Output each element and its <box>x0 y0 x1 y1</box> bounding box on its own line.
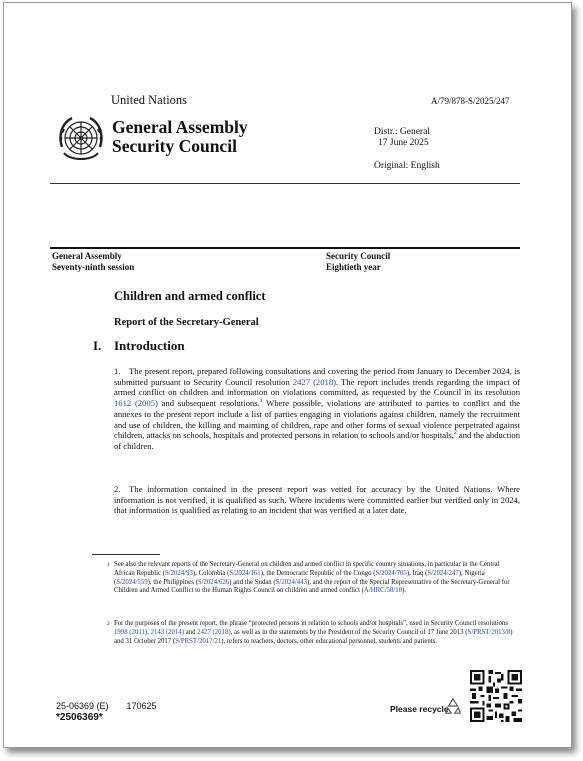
fn-text: ) and the Sudan ( <box>229 578 276 586</box>
original-language: Original: English <box>374 161 440 171</box>
fn-text: For the purposes of the present report, the phrase “protected persons in relation to schools and/or hospitals”, used in Security Council resolutions <box>114 620 508 627</box>
ga-session <box>52 251 134 273</box>
fn-text: ), refers to teachers, doctors, other educational personnel, students and patients. <box>221 637 437 645</box>
ga-session-line2: Seventy-ninth session <box>52 262 135 272</box>
fn-text: ), the Philippines ( <box>147 578 198 586</box>
fn-text: ) and 31 October 2017 ( <box>114 628 513 645</box>
footnote-mark: 2 <box>107 621 110 627</box>
recycle-icon <box>444 697 462 715</box>
link-res-1612[interactable]: 1612 (2005) <box>114 398 158 409</box>
document-subtitle: Report of the Secretary-General <box>114 317 259 328</box>
footnote-mark: 1 <box>107 562 110 568</box>
footnote-rule <box>92 554 160 555</box>
para1-text: . The report includes trends regarding the impact of armed conflict on children and information on violations committed, as requested by the Council in its resolution <box>114 376 521 398</box>
fn-text: ), Iraq ( <box>406 569 428 577</box>
document-number: 25-06369 (E) 170625 <box>56 701 157 711</box>
issue-date: 17 June 2025 <box>378 138 429 148</box>
para1-text: Where possible, violations are attributed to parties to conflict and the annexes to the present report include a list of parties engaging in violations against children, namely the recruitment and use of children, the killing and maiming of children, rape and other forms of sexual violence perpetrated against children, attacks on schools, hospitals and protected persons in relation to schools and/or hospitals, <box>114 398 520 441</box>
paragraph-1 <box>114 366 520 452</box>
link-res-1998[interactable]: 1998 (2011) <box>114 628 148 636</box>
fn-text: , as well as in the statements by the President of the Security Council of 17 June 2013 ( <box>230 628 468 636</box>
para1-text: and subsequent resolutions. <box>157 398 260 409</box>
fn-text: See also the relevant reports of the Secretary-General on children and armed conflict in specific country situations, in particular in the Central African Republic ( <box>114 561 500 577</box>
qr-code-icon[interactable] <box>470 670 522 722</box>
recycle-label: Please recycle <box>390 704 449 714</box>
barcode-text: *2506369* <box>56 712 103 723</box>
sc-session <box>326 251 390 273</box>
link-res-2143[interactable]: 2143 (2014) <box>150 628 184 636</box>
link-s-2024-705[interactable]: S/2024/705 <box>375 569 407 577</box>
distribution-block <box>374 127 430 149</box>
sc-session-line2: Eightieth year <box>326 262 381 272</box>
sc-session-line1: Security Council <box>326 251 391 261</box>
link-s-2024-443[interactable]: S/2024/443 <box>275 578 307 586</box>
session-rule <box>50 247 520 249</box>
link-prst-2017-21[interactable]: S/PRST/2017/21 <box>175 637 222 645</box>
link-s-2024-559[interactable]: S/2024/559 <box>116 578 148 586</box>
link-s-2024-626[interactable]: S/2024/626 <box>197 578 230 586</box>
organ-title-line2: Security Council <box>112 136 237 156</box>
org-name: United Nations <box>111 93 188 107</box>
un-emblem-icon <box>54 113 108 167</box>
section-title: Introduction <box>114 338 185 353</box>
fn-text: ), Colombia ( <box>192 569 230 577</box>
fn-text: ). <box>402 587 407 595</box>
distribution: Distr.: General <box>374 127 430 137</box>
header-rule <box>50 183 520 184</box>
ga-session-line1: General Assembly <box>52 251 122 261</box>
link-s-2024-247[interactable]: S/2024/247 <box>427 569 459 577</box>
fn-text: ), Nigeria ( <box>114 569 485 586</box>
fn-text: ), and the report of the Special Representative of the Secretary-General for Children and Armed Conflict to the Human Rights Council on children and armed conflict ( <box>114 578 510 595</box>
para1-text: 1. The present report, prepared following consultations and covering the period from January to December 2024, is submitted pursuant to Security Council resolution <box>114 366 520 387</box>
footnote-ref-2[interactable]: 2 <box>453 430 457 437</box>
organ-title <box>112 118 248 156</box>
footnote-2 <box>107 620 520 646</box>
link-s-2024-93[interactable]: S/2024/93 <box>164 569 193 577</box>
fn-text: and <box>184 628 198 636</box>
footnote-1 <box>107 561 520 596</box>
link-a-hrc-58-18[interactable]: A/HRC/58/18 <box>363 587 403 595</box>
link-res-2427-fn[interactable]: 2427 (2018) <box>197 628 231 636</box>
document-page <box>3 2 572 748</box>
document-symbol: A/79/878-S/2025/247 <box>431 96 510 106</box>
document-title: Children and armed conflict <box>114 289 266 303</box>
fn-text: , <box>147 628 151 636</box>
paragraph-2: 2. The information contained in the present report was vetted for accuracy by the United Nations. Where information is not verified, it is qualified as such. Where incidents were committed earlier but verified only in 2024, that information is qualified as relating to an incident that was verified at a later date. <box>114 484 520 516</box>
link-prst-2013-8[interactable]: S/PRST/2013/8 <box>467 628 511 636</box>
fn-text: ), the Democratic Republic of the Congo ( <box>260 569 376 577</box>
section-number: I. <box>93 338 102 353</box>
para1-text: and the abduction of children. <box>114 430 520 451</box>
footnote-ref-1[interactable]: 1 <box>259 398 263 405</box>
link-s-2024-161[interactable]: S/2024/161 <box>229 569 261 577</box>
link-res-2427[interactable]: 2427 (2018) <box>292 376 336 387</box>
organ-title-line1: General Assembly <box>112 117 248 137</box>
